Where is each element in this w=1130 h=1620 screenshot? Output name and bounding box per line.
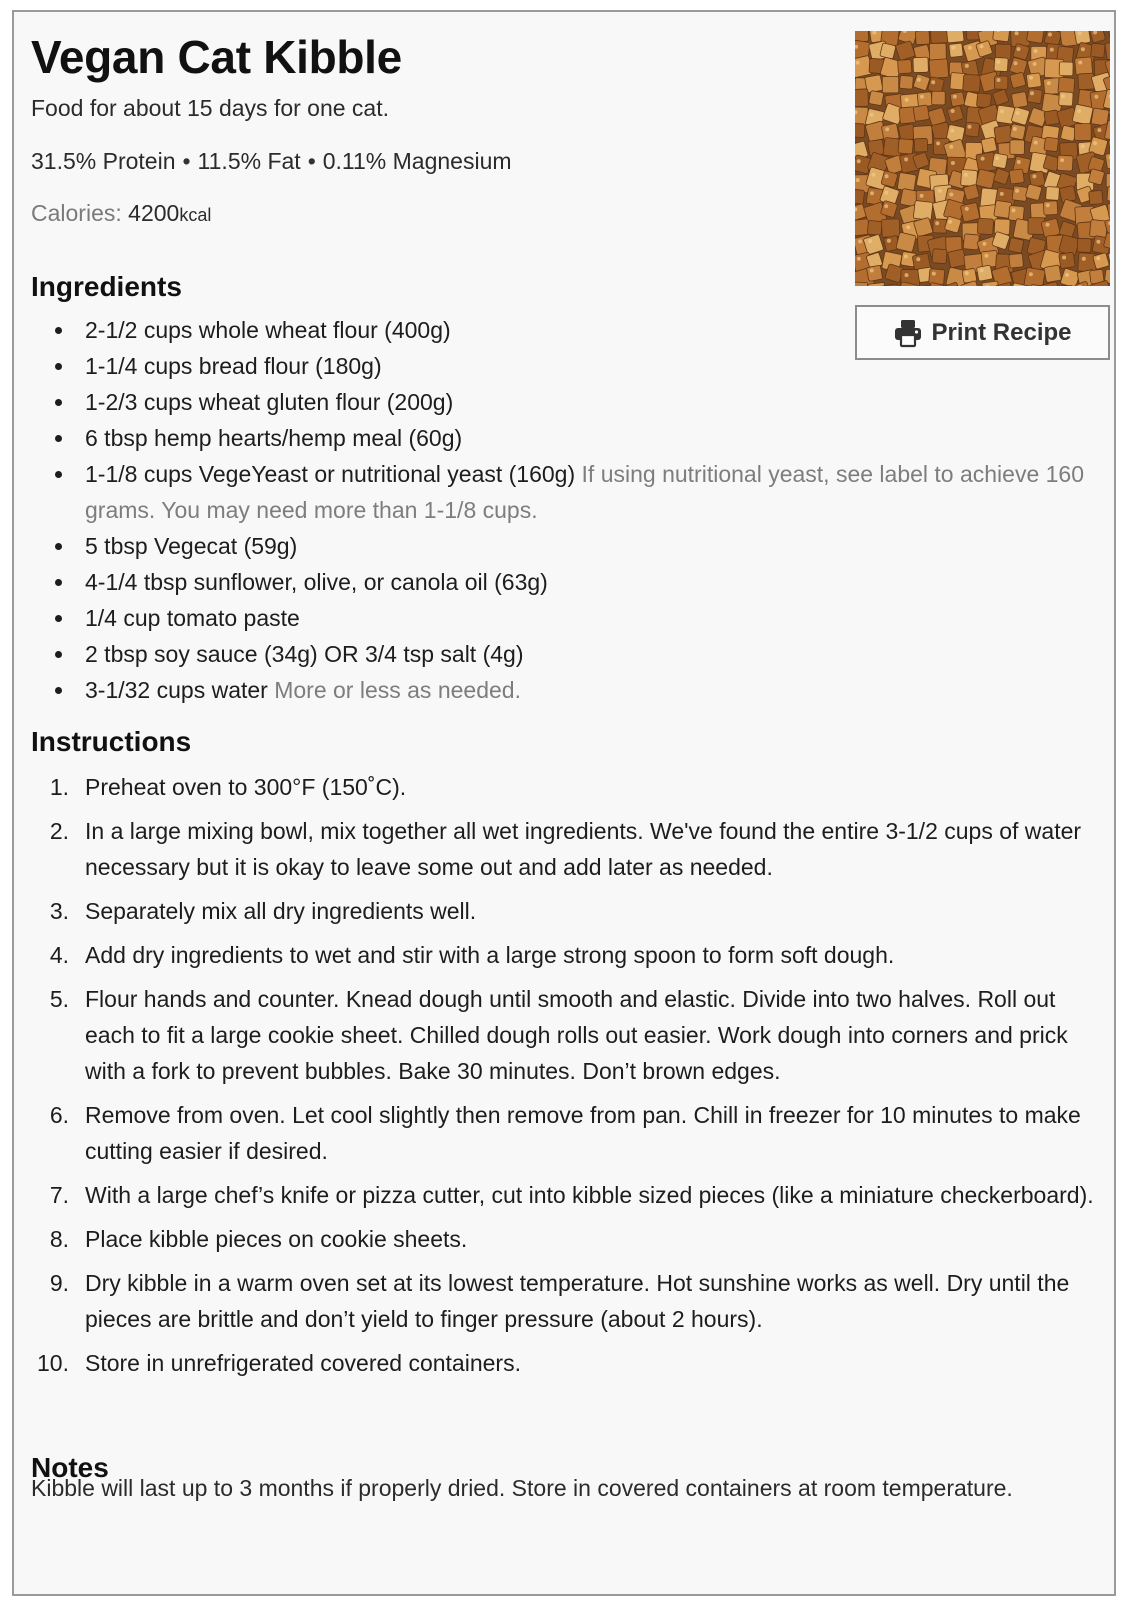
kibble-highlight [885, 127, 889, 131]
kibble-piece [963, 184, 979, 200]
kibble-piece [1091, 108, 1109, 126]
separator-dot: • [307, 148, 316, 174]
kibble-piece [913, 105, 930, 122]
kibble-highlight [949, 145, 953, 149]
kibble-piece [946, 31, 964, 43]
kibble-highlight [965, 64, 969, 68]
kibble-piece [1026, 31, 1044, 44]
ingredient-item [31, 528, 1091, 564]
kibble-highlight [1034, 49, 1038, 53]
ingredient-text: 1/4 cup tomato paste [85, 605, 300, 631]
kibble-piece [929, 43, 946, 60]
ingredient-text: 3-1/32 cups water [85, 677, 268, 703]
kibble-piece [1010, 124, 1026, 140]
kibble-highlight [968, 46, 972, 50]
kibble-highlight [1060, 158, 1064, 162]
kibble-highlight [1017, 47, 1021, 51]
kibble-highlight [1015, 31, 1019, 35]
kibble-piece [913, 200, 933, 220]
step-number: 3. [49, 898, 69, 924]
kibble-piece [1044, 265, 1062, 283]
kibble-highlight [856, 178, 860, 182]
kibble-highlight [1093, 141, 1097, 145]
kibble-highlight [917, 78, 921, 82]
kibble-piece [1009, 169, 1024, 184]
kibble-highlight [964, 173, 968, 177]
kibble-piece [917, 92, 932, 107]
instruction-step [31, 813, 1101, 885]
ingredient-item [31, 384, 1091, 420]
calories-unit: kcal [179, 205, 212, 225]
kibble-piece [960, 202, 980, 222]
kibble-highlight [920, 194, 924, 198]
kibble-piece [981, 137, 997, 153]
kibble-piece [1043, 201, 1057, 215]
kibble-highlight [935, 221, 939, 225]
kibble-piece [976, 169, 996, 189]
ingredient-text: 1-1/4 cups bread flour (180g) [85, 353, 382, 379]
kibble-piece [913, 57, 928, 72]
kibble-piece [1075, 57, 1093, 75]
ingredient-item [31, 564, 1091, 600]
kibble-piece [993, 31, 1011, 42]
calories-label: Calories: [31, 200, 122, 226]
kibble-highlight [938, 189, 942, 193]
kibble-highlight [870, 191, 874, 195]
kibble-highlight [905, 273, 909, 277]
kibble-piece [950, 92, 965, 107]
kibble-highlight [1081, 47, 1085, 51]
kibble-piece [1010, 72, 1026, 88]
ingredient-item [31, 636, 1091, 672]
kibble-highlight [1078, 61, 1082, 65]
kibble-piece [866, 265, 882, 281]
instruction-step [31, 981, 1101, 1089]
recipe-title: Vegan Cat Kibble [31, 31, 402, 83]
kibble-highlight [980, 44, 984, 48]
kibble-piece [1059, 92, 1074, 107]
kibble-highlight [1012, 208, 1016, 212]
kibble-highlight [1030, 91, 1034, 95]
step-text: In a large mixing bowl, mix together all wet ingredients. We've found the entire 3-1/2 cups of water necessary but it is okay to leave some out and add later as needed. [85, 818, 1082, 880]
kibble-piece [932, 249, 947, 264]
kibble-piece [1059, 252, 1075, 268]
instruction-step [31, 1345, 1101, 1381]
ingredient-note: More or less as needed. [274, 677, 521, 703]
kibble-highlight [858, 239, 862, 243]
kibble-highlight [1097, 128, 1101, 132]
instruction-step [31, 937, 1101, 973]
kibble-highlight [981, 157, 985, 161]
kibble-highlight [1047, 81, 1051, 85]
kibble-piece [1078, 73, 1095, 90]
kibble-piece [1027, 88, 1042, 103]
kibble-piece [881, 171, 898, 188]
kibble-highlight [1062, 256, 1066, 260]
kibble-highlight [931, 80, 935, 84]
kibble-piece [929, 59, 949, 79]
kibble-piece [994, 57, 1008, 71]
kibble-piece [855, 189, 865, 204]
kibble-highlight [1078, 31, 1082, 35]
ingredient-item [31, 312, 1091, 348]
ingredient-note: If using nutritional yeast, see label to achieve 160 grams. You may need more than 1-1/8 cups. [85, 461, 1085, 523]
kibble-highlight [1014, 61, 1018, 65]
step-number: 5. [49, 986, 69, 1012]
kibble-piece [914, 138, 928, 152]
kibble-piece [1009, 253, 1024, 268]
kibble-piece [1089, 190, 1103, 204]
step-number: 9. [49, 1270, 69, 1296]
kibble-highlight [906, 225, 910, 229]
kibble-highlight [968, 125, 972, 129]
kibble-piece [1010, 140, 1025, 155]
instruction-step [31, 1265, 1101, 1337]
instruction-step [31, 1177, 1101, 1213]
kibble-piece [1088, 169, 1105, 186]
calories-line [31, 200, 211, 227]
kibble-piece [965, 122, 980, 137]
print-recipe-label: Print Recipe [931, 318, 1072, 346]
step-text: Store in unrefrigerated covered containers. [85, 1350, 521, 1376]
kibble-highlight [1046, 203, 1050, 207]
kibble-highlight [950, 129, 954, 133]
kibble-piece [1046, 186, 1060, 200]
kibble-piece [994, 76, 1008, 90]
kibble-highlight [1065, 273, 1069, 277]
ingredient-text: 6 tbsp hemp hearts/hemp meal (60g) [85, 425, 463, 451]
kibble-highlight [916, 257, 920, 261]
kibble-piece [1025, 184, 1042, 201]
separator-dot: • [182, 148, 191, 174]
kibble-piece [963, 234, 979, 250]
ingredient-text: 2-1/2 cups whole wheat flour (400g) [85, 317, 451, 343]
kibble-highlight [887, 239, 891, 243]
kibble-highlight [1096, 240, 1100, 244]
kibble-highlight [1081, 144, 1085, 148]
kibble-piece [1011, 92, 1028, 109]
kibble-piece [1074, 124, 1091, 141]
step-text: Dry kibble in a warm oven set at its lowest temperature. Hot sunshine works as well. Dry until the pieces are brittle and don’t yield to finger pressure (about 2 hours). [85, 1270, 1070, 1332]
ingredient-item [31, 348, 1091, 384]
kibble-highlight [1029, 76, 1033, 80]
kibble-piece [899, 75, 913, 89]
kibble-highlight [980, 268, 984, 272]
kibble-highlight [885, 174, 889, 178]
kibble-highlight [1048, 33, 1052, 37]
kibble-piece [1012, 186, 1028, 202]
kibble-highlight [965, 271, 969, 275]
step-text: Place kibble pieces on cookie sheets. [85, 1226, 468, 1252]
kibble-highlight [951, 109, 955, 113]
kibble-piece [1106, 174, 1110, 188]
kibble-highlight [1094, 95, 1098, 99]
kibble-piece [1091, 43, 1106, 58]
kibble-highlight [1061, 94, 1065, 98]
kibble-piece [977, 218, 993, 234]
kibble-piece [961, 169, 978, 186]
kibble-piece [932, 91, 946, 105]
instruction-step [31, 1221, 1101, 1257]
kibble-piece [855, 123, 865, 137]
kibble-highlight [1077, 109, 1081, 113]
kibble-highlight [1034, 141, 1038, 145]
kibble-highlight [1016, 111, 1020, 115]
kibble-highlight [1096, 256, 1100, 260]
kibble-piece [949, 43, 963, 57]
step-number: 4. [49, 942, 69, 968]
kibble-piece [1008, 237, 1024, 253]
step-text: Preheat oven to 300°F (150˚C). [85, 774, 407, 800]
kibble-piece [882, 76, 898, 92]
kibble-highlight [1017, 160, 1021, 164]
ingredient-item [31, 672, 1091, 708]
kibble-highlight [856, 61, 860, 65]
kibble-highlight [904, 157, 908, 161]
kibble-highlight [884, 191, 888, 195]
instructions-heading: Instructions [31, 726, 192, 757]
ingredient-item [31, 600, 1091, 636]
ingredient-text: 1-2/3 cups wheat gluten flour (200g) [85, 389, 454, 415]
kibble-piece [869, 90, 884, 105]
instructions-list [31, 769, 1101, 1389]
kibble-highlight [1032, 174, 1036, 178]
kibble-highlight [932, 272, 936, 276]
ingredients-list [31, 312, 1091, 708]
step-text: With a large chef’s knife or pizza cutter, cut into kibble sized pieces (like a miniature checkerboard). [85, 1182, 1094, 1208]
kibble-highlight [951, 161, 955, 165]
kibble-highlight [884, 204, 888, 208]
kibble-piece [898, 139, 914, 155]
magnesium-value: 0.11% Magnesium [322, 148, 512, 174]
kibble-highlight [857, 257, 861, 261]
kibble-highlight [995, 156, 999, 160]
step-number: 7. [49, 1182, 69, 1208]
kibble-highlight [920, 95, 924, 99]
kibble-piece [929, 269, 945, 285]
kibble-piece [1059, 62, 1073, 76]
kibble-piece [963, 74, 981, 92]
kibble-piece [1008, 205, 1024, 221]
step-number: 2. [49, 818, 69, 844]
kibble-piece [898, 59, 912, 73]
step-number: 10. [37, 1350, 69, 1376]
kibble-piece [992, 153, 1008, 169]
kibble-piece [1024, 267, 1046, 286]
kibble-highlight [952, 46, 956, 50]
kibble-highlight [1033, 62, 1037, 66]
recipe-card [12, 10, 1116, 1596]
ingredient-text: 4-1/4 tbsp sunflower, olive, or canola oil (63g) [85, 569, 548, 595]
kibble-piece [1044, 137, 1059, 152]
kibble-highlight [870, 269, 874, 273]
kibble-piece [855, 89, 869, 107]
notes-text: Kibble will last up to 3 months if properly dried. Store in covered containers at room temperature. [31, 1475, 1013, 1501]
kibble-piece [1077, 238, 1091, 252]
kibble-highlight [997, 78, 1001, 82]
kibble-highlight [936, 141, 940, 145]
calories-value: 4200 [128, 200, 180, 226]
kibble-highlight [965, 207, 969, 211]
kibble-piece [1041, 218, 1061, 238]
step-text: Remove from oven. Let cool slightly then remove from pan. Chill in freezer for 10 minutes to make cutting easier if desired. [85, 1102, 1081, 1164]
instruction-step [31, 769, 1101, 805]
kibble-piece [948, 249, 967, 268]
kibble-piece [867, 220, 882, 235]
kibble-piece [1026, 73, 1041, 88]
kibble-piece [896, 232, 916, 252]
kibble-piece [1072, 104, 1093, 125]
kibble-piece [881, 219, 899, 237]
kibble-piece [855, 282, 868, 286]
nutrition-summary [31, 148, 512, 175]
recipe-photo [855, 31, 1110, 286]
kibble-highlight [953, 95, 957, 99]
kibble-highlight [1046, 223, 1050, 227]
step-text: Flour hands and counter. Knead dough until smooth and elastic. Divide into two halves. Roll out each to fit a large cookie sheet. Chilled dough rolls out easier. Work dough into corners and prick with a fork to prevent bubbles. Bake 30 minutes. Don’t brown edges. [85, 986, 1068, 1084]
step-number: 6. [49, 1102, 69, 1128]
kibble-highlight [1000, 109, 1004, 113]
kibble-highlight [949, 193, 953, 197]
kibble-highlight [1000, 192, 1004, 196]
kibble-highlight [948, 220, 952, 224]
step-text: Add dry ingredients to wet and stir with a large strong spoon to form soft dough. [85, 942, 895, 968]
kibble-highlight [857, 159, 861, 163]
kibble-image [855, 31, 1110, 286]
fat-value: 11.5% Fat [197, 148, 301, 174]
ingredient-text: 1-1/8 cups VegeYeast or nutritional yeast (160g) [85, 461, 576, 487]
kibble-highlight [904, 255, 908, 259]
ingredient-item [31, 456, 1091, 528]
kibble-piece [915, 31, 929, 45]
protein-value: 31.5% Protein [31, 148, 176, 174]
ingredient-text: 5 tbsp Vegecat (59g) [85, 533, 298, 559]
kibble-highlight [1013, 127, 1017, 131]
kibble-piece [1057, 155, 1073, 171]
step-text: Separately mix all dry ingredients well. [85, 898, 477, 924]
instruction-step [31, 1097, 1101, 1169]
ingredient-text: 2 tbsp soy sauce (34g) OR 3/4 tsp salt (4g) [85, 641, 524, 667]
instruction-step [31, 893, 1101, 929]
kibble-highlight [868, 239, 872, 243]
notes-heading: Notes [31, 1452, 109, 1483]
kibble-highlight [1029, 272, 1033, 276]
kibble-highlight [984, 254, 988, 258]
kibble-highlight [871, 173, 875, 177]
kibble-piece [897, 172, 916, 191]
ingredients-heading: Ingredients [31, 271, 182, 302]
ingredient-item [31, 420, 1091, 456]
kibble-piece [976, 265, 992, 281]
kibble-highlight [982, 242, 986, 246]
kibble-piece [930, 31, 948, 43]
kibble-highlight [1015, 189, 1019, 193]
kibble-highlight [870, 113, 874, 117]
kibble-highlight [996, 60, 1000, 64]
recipe-subtitle: Food for about 15 days for one cat. [31, 95, 390, 121]
kibble-highlight [1082, 257, 1086, 261]
step-number: 8. [49, 1226, 69, 1252]
kibble-piece [880, 43, 896, 59]
step-number: 1. [49, 774, 69, 800]
kibble-highlight [1050, 48, 1054, 52]
kibble-highlight [905, 98, 909, 102]
